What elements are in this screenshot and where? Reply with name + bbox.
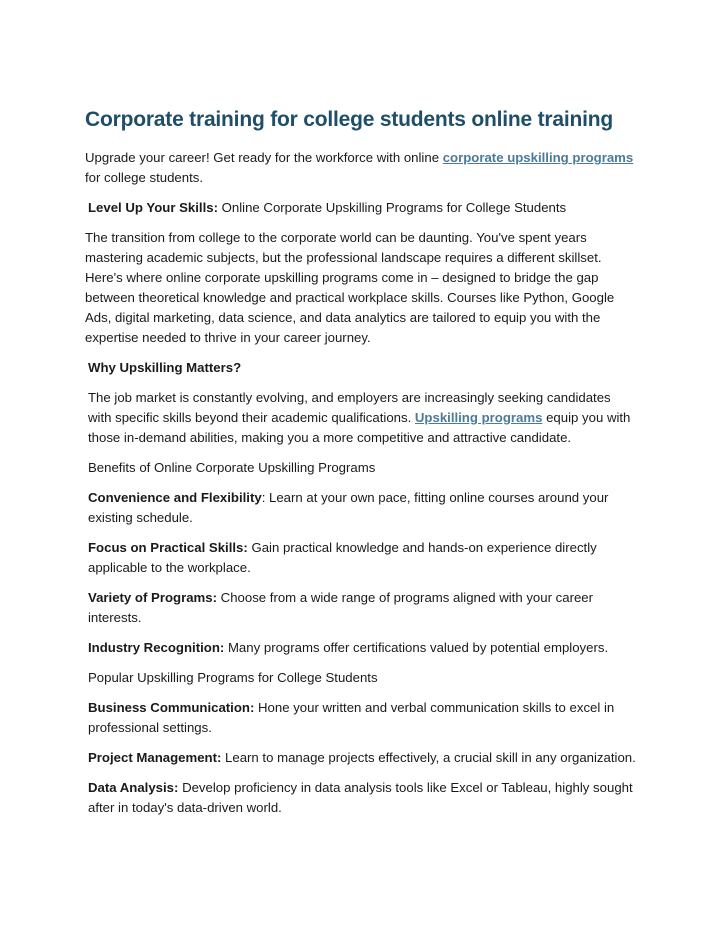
level-up-label: Level Up Your Skills: — [88, 200, 218, 215]
program-label: Data Analysis: — [88, 780, 179, 795]
benefit-item — [85, 488, 637, 528]
intro-text-before: Upgrade your career! Get ready for the workforce with online — [85, 150, 443, 165]
intro-text-after: for college students. — [85, 170, 204, 185]
level-up-paragraph — [85, 198, 637, 218]
benefit-item — [85, 638, 637, 658]
corporate-upskilling-link[interactable]: corporate upskilling programs — [442, 150, 634, 165]
why-heading-paragraph — [85, 358, 637, 378]
intro-paragraph — [85, 148, 637, 188]
why-heading: Why Upskilling Matters? — [88, 360, 242, 375]
benefit-item — [85, 588, 637, 628]
program-label: Project Management: — [88, 750, 222, 765]
benefit-label: Focus on Practical Skills: — [88, 540, 248, 555]
job-market-paragraph — [85, 388, 637, 448]
benefits-heading: Benefits of Online Corporate Upskilling Programs — [88, 460, 376, 475]
popular-heading: Popular Upskilling Programs for College Students — [88, 670, 378, 685]
upskilling-programs-link[interactable]: Upskilling programs — [414, 410, 543, 425]
benefit-text: Choose from a wide range of programs aligned with your career interests. — [88, 590, 594, 625]
benefit-item — [85, 538, 637, 578]
benefit-text: : Learn at your own pace, fitting online courses around your existing schedule. — [88, 490, 609, 525]
benefit-label: Convenience and Flexibility — [88, 490, 262, 505]
program-text: Develop proficiency in data analysis tools like Excel or Tableau, highly sought after in today's data-driven world. — [88, 780, 633, 815]
benefit-label: Variety of Programs: — [88, 590, 217, 605]
program-item — [85, 748, 637, 768]
program-item — [85, 778, 637, 818]
job-market-text-after: equip you with those in-demand abilities, making you a more competitive and attractive candidate. — [88, 410, 631, 445]
benefit-text: Gain practical knowledge and hands-on experience directly applicable to the workplace. — [88, 540, 597, 575]
job-market-text-before: The job market is constantly evolving, and employers are increasingly seeking candidates with specific skills beyond their academic qualifications. — [88, 390, 611, 425]
document-page — [85, 106, 637, 828]
page-title: Corporate training for college students online training — [85, 108, 614, 131]
benefit-text: Many programs offer certifications valued by potential employers. — [224, 640, 609, 655]
program-label: Business Communication: — [88, 700, 255, 715]
level-up-text: Online Corporate Upskilling Programs for College Students — [217, 200, 567, 215]
transition-paragraph: The transition from college to the corporate world can be daunting. You've spent years mastering academic subjects, but the professional landscape requires a different skillset. Here's where online corporate upskilling programs come in – designed to bridge the gap between theoretical knowledge and practical workplace skills. Courses like Python, Google Ads, digital marketing, data science, and data analytics are tailored to equip you with the expertise needed to thrive in your career journey. — [85, 230, 615, 345]
program-item — [85, 698, 637, 738]
program-text: Hone your written and verbal communication skills to excel in professional settings. — [88, 700, 615, 735]
program-text: Learn to manage projects effectively, a crucial skill in any organization. — [221, 750, 636, 765]
benefit-label: Industry Recognition: — [88, 640, 225, 655]
